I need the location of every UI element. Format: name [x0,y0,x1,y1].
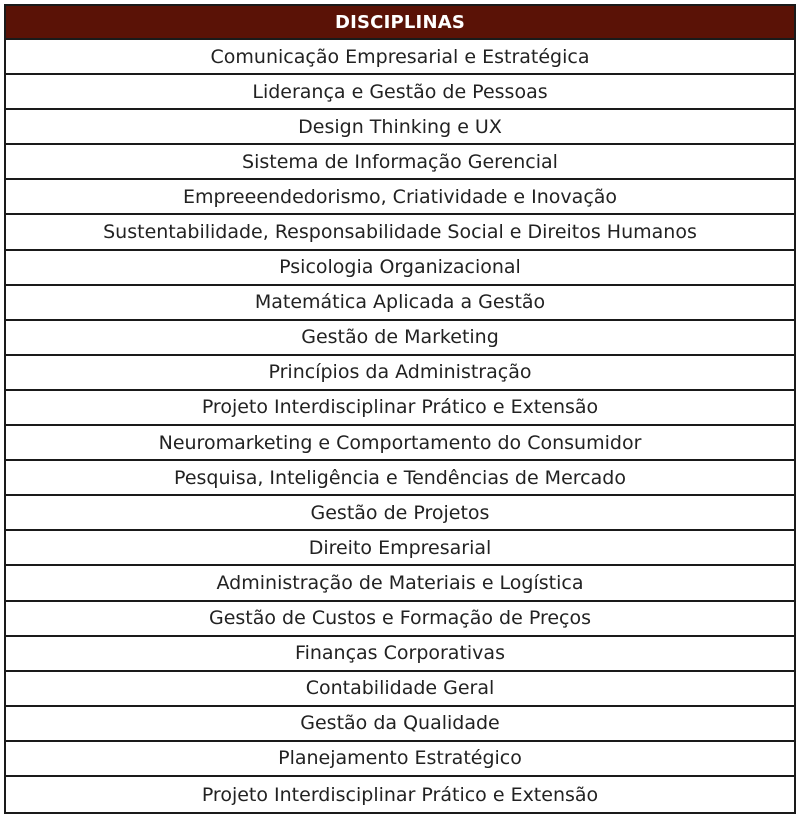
table-row: Gestão de Custos e Formação de Preços [6,602,794,637]
table-row: Princípios da Administração [6,356,794,391]
table-body [6,40,794,812]
table-row: Sustentabilidade, Responsabilidade Social e Direitos Humanos [6,215,794,250]
table-row: Matemática Aplicada a Gestão [6,286,794,321]
disciplines-table [4,4,796,814]
table-row: Administração de Materiais e Logística [6,566,794,601]
table-row: Gestão de Projetos [6,496,794,531]
table-row: Empreeendedorismo, Criatividade e Inovação [6,180,794,215]
table-row: Gestão da Qualidade [6,707,794,742]
table-row: Finanças Corporativas [6,637,794,672]
table-row: Projeto Interdisciplinar Prático e Extensão [201,783,599,806]
table-row: Contabilidade Geral [6,672,794,707]
table-header: DISCIPLINAS [6,6,794,40]
table-row: Psicologia Organizacional [6,251,794,286]
table-row: Design Thinking e UX [6,110,794,145]
table-row: Neuromarketing e Comportamento do Consumidor [6,426,794,461]
table-row: Gestão de Marketing [6,321,794,356]
table-row: Sistema de Informação Gerencial [6,145,794,180]
table-row: Direito Empresarial [6,531,794,566]
table-row: Pesquisa, Inteligência e Tendências de Mercado [6,461,794,496]
table-row: Liderança e Gestão de Pessoas [6,75,794,110]
table-row: Projeto Interdisciplinar Prático e Extensão [6,391,794,426]
table-row: Comunicação Empresarial e Estratégica [6,40,794,75]
table-row: Planejamento Estratégico [6,742,794,777]
